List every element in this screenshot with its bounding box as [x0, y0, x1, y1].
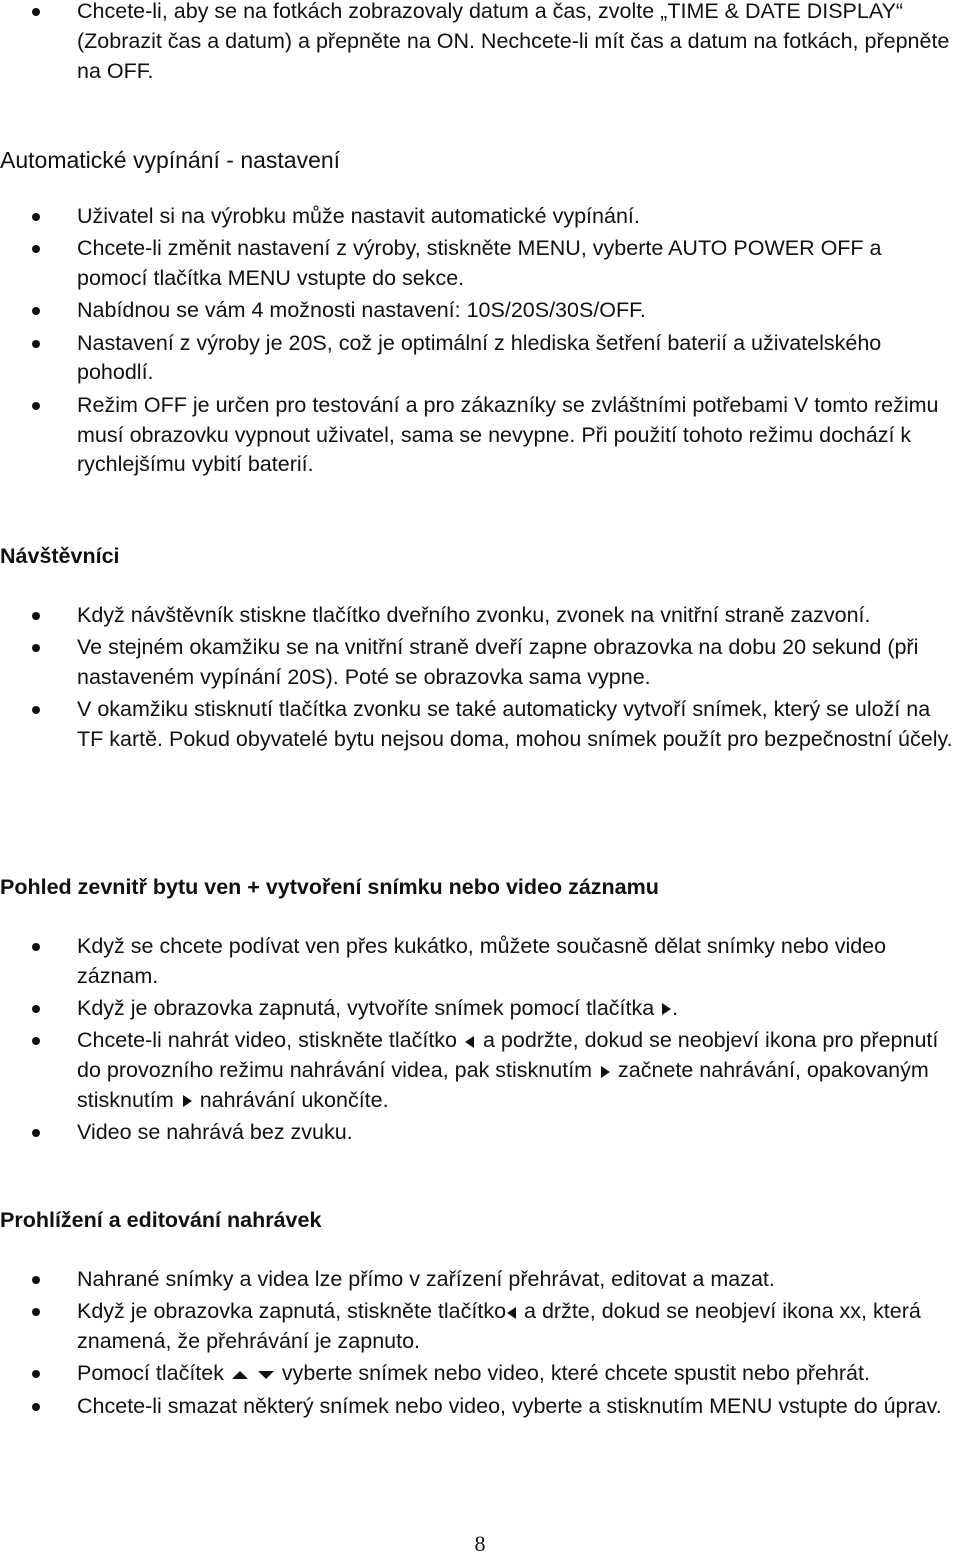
list-item-text: Režim OFF je určen pro testování a pro zákazníky se zvláštními potřebami V tomto režimu musí obrazovku vypnout uživatel, sama se nevypne. Při použití tohoto režimu dochází k rychlejšímu vybití baterií.	[77, 392, 939, 477]
list-item-text: začnete nahrávání, opakovaným stisknutím	[77, 1058, 929, 1112]
bullet	[32, 245, 40, 253]
list-item-text: nahrávání ukončíte.	[193, 1087, 389, 1112]
bullet	[32, 307, 40, 315]
section-heading-visitors: Návštěvníci	[0, 544, 120, 568]
list-item-text: Chcete-li změnit nastavení z výroby, stiskněte MENU, vyberte AUTO POWER OFF a pomocí tlačítka MENU vstupte do sekce.	[77, 236, 882, 291]
bullet	[32, 340, 40, 348]
list-item-text: a držte, dokud se neobjeví ikona xx, která znamená, že přehrávání je zapnuto.	[77, 1299, 921, 1354]
list-item-text: Když je obrazovka zapnutá, vytvoříte snímek pomocí tlačítka	[77, 996, 661, 1021]
bullet	[32, 8, 40, 16]
bullet	[32, 943, 40, 951]
page-number: 8	[474, 1531, 486, 1556]
list-item	[0, 1265, 960, 1295]
bullet	[32, 1403, 40, 1411]
bullet	[32, 706, 40, 714]
list-item	[0, 391, 960, 480]
view-list	[0, 932, 960, 1148]
list-item	[0, 1359, 960, 1389]
triangle-left-icon	[463, 1035, 477, 1049]
list-item	[0, 0, 960, 86]
list-item	[0, 932, 960, 992]
section-heading-auto-off: Automatické vypínání - nastavení	[0, 147, 341, 173]
section-heading-edit: Prohlížení a editování nahrávek	[0, 1208, 322, 1232]
auto-off-list	[0, 202, 960, 480]
list-item-text: Když návštěvník stiskne tlačítko dveřního zvonku, zvonek na vnitřní straně zazvoní.	[77, 603, 871, 627]
list-item	[0, 1118, 960, 1148]
list-item	[0, 234, 960, 294]
list-item	[0, 202, 960, 232]
section-heading-view: Pohled zevnitř bytu ven + vytvoření snímku nebo video záznamu	[0, 875, 659, 899]
list-item-text: Nahrané snímky a videa lze přímo v zařízení přehrávat, editovat a mazat.	[77, 1267, 775, 1291]
list-item	[0, 695, 960, 755]
bullet	[32, 402, 40, 410]
list-item-text: .	[672, 996, 679, 1021]
list-item-text: Video se nahrává bez zvuku.	[77, 1120, 353, 1145]
list-item-text: Nastavení z výroby je 20S, což je optimální z hlediska šetření baterií a uživatelského pohodlí.	[77, 330, 882, 385]
triangle-right-icon	[598, 1065, 612, 1079]
triangle-right-icon	[180, 1094, 194, 1108]
list-item	[0, 601, 960, 631]
list-item-text: Chcete-li smazat některý snímek nebo video, vyberte a stisknutím MENU vstupte do úprav.	[77, 1393, 942, 1418]
list-item	[0, 1297, 960, 1357]
bullet	[32, 1276, 40, 1284]
list-item-text: Chcete-li, aby se na fotkách zobrazovaly datum a čas, zvolte „TIME & DATE DISPLAY“ (Zobrazit čas a datum) a přepněte na ON. Nechcete-li mít čas a datum na fotkách, přepněte na OFF.	[77, 0, 950, 83]
list-item-text: vyberte snímek nebo video, které chcete spustit nebo přehrát.	[275, 1361, 870, 1386]
intro-list	[0, 0, 960, 86]
list-item-text: Chcete-li nahrát video, stiskněte tlačítko	[77, 1028, 463, 1053]
edit-list	[0, 1265, 960, 1421]
bullet	[32, 1037, 40, 1045]
visitors-list	[0, 601, 960, 755]
list-item	[0, 329, 960, 389]
list-item-text: Pomocí tlačítek	[77, 1361, 230, 1386]
list-item-text: Uživatel si na výrobku může nastavit automatické vypínání.	[77, 204, 640, 228]
triangle-left-icon	[506, 1306, 518, 1320]
bullet	[32, 1370, 40, 1378]
bullet	[32, 612, 40, 620]
triangle-right-icon	[660, 1002, 672, 1016]
list-item	[0, 1026, 960, 1115]
list-item-text: a podržte, dokud se neobjeví ikona pro přepnutí do provozního režimu nahrávání videa, pak stisknutím	[77, 1028, 939, 1083]
list-item-text: Když se chcete podívat ven přes kukátko, můžete současně dělat snímky nebo video záznam.	[77, 934, 887, 988]
bullet	[32, 644, 40, 652]
list-item	[0, 633, 960, 693]
list-item	[0, 1392, 960, 1422]
list-item-text: Nabídnou se vám 4 možnosti nastavení: 10S/20S/30S/OFF.	[77, 298, 646, 323]
triangle-down-icon	[256, 1369, 276, 1381]
bullet	[32, 1005, 40, 1013]
list-item-text: Když je obrazovka zapnutá, stiskněte tlačítko	[77, 1299, 507, 1324]
list-item	[0, 994, 960, 1024]
bullet	[32, 1129, 40, 1137]
bullet	[32, 1308, 40, 1316]
list-item	[0, 296, 960, 326]
list-item-text: V okamžiku stisknutí tlačítka zvonku se také automaticky vytvoří snímek, který se uloží na TF kartě. Pokud obyvatelé bytu nejsou doma, mohou snímek použít pro bezpečnostní účely.	[77, 697, 953, 752]
triangle-up-icon	[230, 1369, 250, 1381]
bullet	[32, 213, 40, 221]
list-item-text: Ve stejném okamžiku se na vnitřní straně dveří zapne obrazovka na dobu 20 sekund (při nastaveném vypínání 20S). Poté se obrazovka sama vypne.	[77, 635, 919, 690]
